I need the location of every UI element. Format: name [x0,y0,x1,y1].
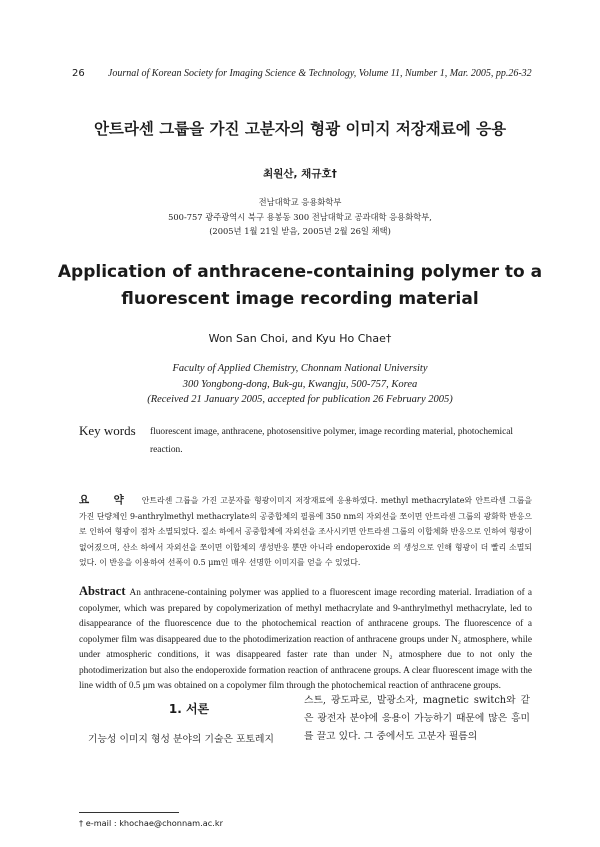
english-abstract [79,584,532,695]
korean-affiliation-line: 500-757 광주광역시 북구 용봉동 300 전남대학교 공과대학 응용화학부, [168,211,432,222]
korean-affiliation-line: (2005년 1월 21일 받음, 2005년 2월 26일 채택) [209,226,391,236]
body-right-column: 스트, 광도파로, 발광소자, magnetic switch와 같은 광전자 분야에 응용이 가능하기 때문에 많은 흥미를 끌고 있다. 그 중에서도 고분자 필름의 [304,695,530,742]
section-heading: 1. 서론 [168,702,210,716]
english-abstract-text: An anthracene-containing polymer was applied to a fluorescent image recording material. Irradiation of a copolymer, which was prepared by copolymerization of methyl methacrylate and 9-anthrylmethyl methacrylate, led to disappearance of the fluorescence due to the photochemical reaction of anthracene groups. The fluorescence of a copolymer film was disappeared due to the photodimerization reaction of anthracene groups under N₂ atmosphere, while under atmospheric conditions, it was disappeared faster rate than under N₂ atmosphere due to not only the photodimerization but also the endoperoxide formation reaction of anthracene groups. A clear fluorescent image with the line width of 0.5 μm was obtained on a copolymer film through the photochemical reaction of anthracene groups. [79,588,532,691]
keywords-label: Key words [79,423,136,438]
english-affiliation-line: (Received 21 January 2005, accepted for publication 26 February 2005) [147,394,453,405]
footnote-email: † e-mail : khochae@chonnam.ac.kr [79,818,223,828]
english-affiliation-line: 300 Yongbong-dong, Buk-gu, Kwangju, 500-757, Korea [182,378,418,390]
korean-title: 안트라센 그룹을 가진 고분자의 형광 이미지 저장재료에 응용 [93,120,507,138]
page-number: 26 [72,68,85,79]
korean-abstract [79,493,532,571]
korean-abstract-label: 요 약 [79,494,134,506]
korean-affiliation [0,195,600,239]
english-affiliation-line: Faculty of Applied Chemistry, Chonnam National University [172,363,428,374]
keywords-text: fluorescent image, anthracene, photosensitive polymer, image recording material, photochemical reaction. [150,427,514,455]
korean-authors: 최원산, 채규호† [263,168,337,180]
korean-abstract-text: 안트라센 그룹을 가진 고분자를 형광이미지 저장재료에 응용하였다. methyl methacrylate와 안트라센 그룹을 가진 단량체인 9-anthrylmethyl methacrylate의 공중합체의 필름에 350 nm의 자외선을 쪼이면 안트라센 그룹의 광화학 반응으로 인하여 형광이 점차 소멸되었다. 질소 하에서 공중합체에 자외선을 조사시키면 안트라센 그룹의 이합체화 반응으로 인하여 형광이 없어졌으며, 산소 하에서 자외선을 쪼이면 이합체의 생성반응 뿐만 아니라 endoperoxide 의 생성으로 인해 형광이 더 빨리 소멸되었다. 이 반응을 이용하여 선폭이 0.5 μm인 매우 선명한 이미지를 얻을 수 있었다. [79,496,532,567]
english-title-line: Application of anthracene-containing polymer to a [57,262,543,282]
english-title [0,259,600,313]
english-authors: Won San Choi, and Kyu Ho Chae† [208,332,392,345]
running-header [72,68,542,79]
journal-citation: Journal of Korean Society for Imaging Science & Technology, Volume 11, Number 1, Mar. 2005, pp.26-32 [107,68,532,79]
english-title-line: fluorescent image recording material [121,289,479,309]
korean-affiliation-line: 전남대학교 응용화학부 [258,197,342,207]
body-left-column: 기능성 이미지 형성 분야의 기술은 포토레지 [88,734,274,745]
english-affiliation [0,361,600,408]
english-abstract-label: Abstract [79,584,126,598]
footnote-divider [79,812,179,813]
